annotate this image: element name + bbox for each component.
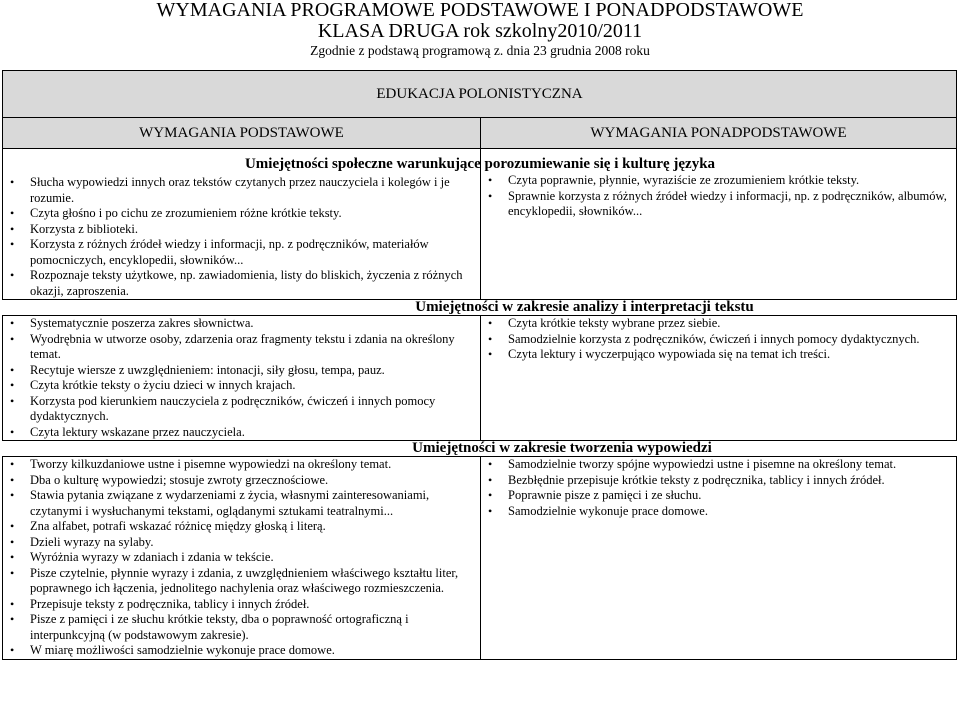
list-item: • W miarę możliwości samodzielnie wykonuje prace domowe. — [3, 643, 480, 659]
basic-list — [3, 316, 480, 440]
list-item: • Słucha wypowiedzi innych oraz tekstów czytanych przez nauczyciela i kolegów i je rozumie. — [3, 175, 480, 206]
list-item: • Recytuje wiersze z uwzględnieniem: intonacji, siły głosu, tempa, pauz. — [3, 363, 480, 379]
advanced-list — [481, 173, 956, 220]
list-item: • Poprawnie pisze z pamięci i ze słuchu. — [481, 488, 956, 504]
list-item: • Czyta głośno i po cichu ze zrozumieniem różne krótkie teksty. — [3, 206, 480, 222]
list-item: • Czyta krótkie teksty o życiu dzieci w innych krajach. — [3, 378, 480, 394]
list-item: • Wyodrębnia w utworze osoby, zdarzenia oraz fragmenty tekstu i zdania na określony temat. — [3, 332, 480, 363]
list-item: • Zna alfabet, potrafi wskazać różnicę między głoską i literą. — [3, 519, 480, 535]
title-line-1: WYMAGANIA PROGRAMOWE PODSTAWOWE I PONADPODSTAWOWE — [156, 0, 804, 21]
document-header — [0, 0, 960, 59]
list-item: • Korzysta pod kierunkiem nauczyciela z podręczników, ćwiczeń i innych pomocy dydaktycznych. — [3, 394, 480, 425]
list-item: • Samodzielnie korzysta z podręczników, ćwiczeń i innych pomocy dydaktycznych. — [481, 332, 956, 348]
list-item: • Stawia pytania związane z wydarzeniami z życia, własnymi zainteresowaniami, czytanymi i wysłuchanymi tekstami, oglądanymi sztukami teatralnymi... — [3, 488, 480, 519]
list-item: • Czyta lektury wskazane przez nauczyciela. — [3, 425, 480, 441]
list-item: • Czyta poprawnie, płynnie, wyraziście ze zrozumieniem krótkie teksty. — [481, 173, 956, 189]
list-item: • Dzieli wyrazy na sylaby. — [3, 535, 480, 551]
list-item: • Samodzielnie tworzy spójne wypowiedzi ustne i pisemne na określony temat. — [481, 457, 956, 473]
list-item: • Korzysta z różnych źródeł wiedzy i informacji, np. z podręczników, materiałów pomocniczych, encyklopedii, słowników... — [3, 237, 480, 268]
column-header-advanced: WYMAGANIA PONADPODSTAWOWE — [481, 118, 957, 149]
section-title: Umiejętności w zakresie tworzenia wypowiedzi — [412, 440, 712, 456]
column-header-basic: WYMAGANIA PODSTAWOWE — [3, 118, 481, 149]
basic-list — [3, 457, 480, 659]
section-2-title-row — [3, 300, 957, 316]
list-item: • Rozpoznaje teksty użytkowe, np. zawiadomienia, listy do bliskich, życzenia z różnych okazji, zaproszenia. — [3, 268, 480, 299]
section-3-basic-cell — [3, 457, 481, 660]
list-item: • Przepisuje teksty z podręcznika, tablicy i innych źródeł. — [3, 597, 480, 613]
section-title: Umiejętności w zakresie analizy i interpretacji tekstu — [415, 299, 754, 315]
subject-header: EDUKACJA POLONISTYCZNA — [3, 71, 957, 118]
section-2-basic-cell — [3, 316, 481, 441]
requirements-table — [2, 70, 957, 660]
list-item: • Systematycznie poszerza zakres słownictwa. — [3, 316, 480, 332]
section-title: Umiejętności społeczne warunkujące porozumiewanie się i kulturę języka — [244, 156, 716, 172]
advanced-list — [481, 316, 956, 363]
list-item: • Czyta lektury i wyczerpująco wypowiada się na temat ich treści. — [481, 347, 956, 363]
section-2-advanced-cell — [481, 316, 957, 441]
list-item: • Dba o kulturę wypowiedzi; stosuje zwroty grzecznościowe. — [3, 473, 480, 489]
section-3-title-row — [3, 441, 957, 457]
list-item: • Korzysta z biblioteki. — [3, 222, 480, 238]
list-item: • Samodzielnie wykonuje prace domowe. — [481, 504, 956, 520]
list-item: • Czyta krótkie teksty wybrane przez siebie. — [481, 316, 956, 332]
list-item: • Bezbłędnie przepisuje krótkie teksty z podręcznika, tablicy i innych źródeł. — [481, 473, 956, 489]
section-3-advanced-cell — [481, 457, 957, 660]
list-item: • Wyróżnia wyrazy w zdaniach i zdania w tekście. — [3, 550, 480, 566]
list-item: • Tworzy kilkuzdaniowe ustne i pisemne wypowiedzi na określony temat. — [3, 457, 480, 473]
list-item: • Pisze czytelnie, płynnie wyrazy i zdania, z uwzględnieniem właściwego kształtu liter, poprawnego ich łączenia, jednolitego nachylenia oraz właściwego rozmieszczenia. — [3, 566, 480, 597]
basic-list — [3, 175, 480, 299]
title-line-2: KLASA DRUGA rok szkolny2010/2011 — [317, 20, 643, 42]
list-item: • Sprawnie korzysta z różnych źródeł wiedzy i informacji, np. z podręczników, albumów, encyklopedii, słowników... — [481, 189, 956, 220]
subtitle: Zgodnie z podstawą programową z. dnia 23 grudnia 2008 roku — [310, 43, 650, 58]
advanced-list — [481, 457, 956, 519]
list-item: • Pisze z pamięci i ze słuchu krótkie teksty, dba o poprawność ortograficzną i interpunkcyjną (w podstawowym zakresie). — [3, 612, 480, 643]
